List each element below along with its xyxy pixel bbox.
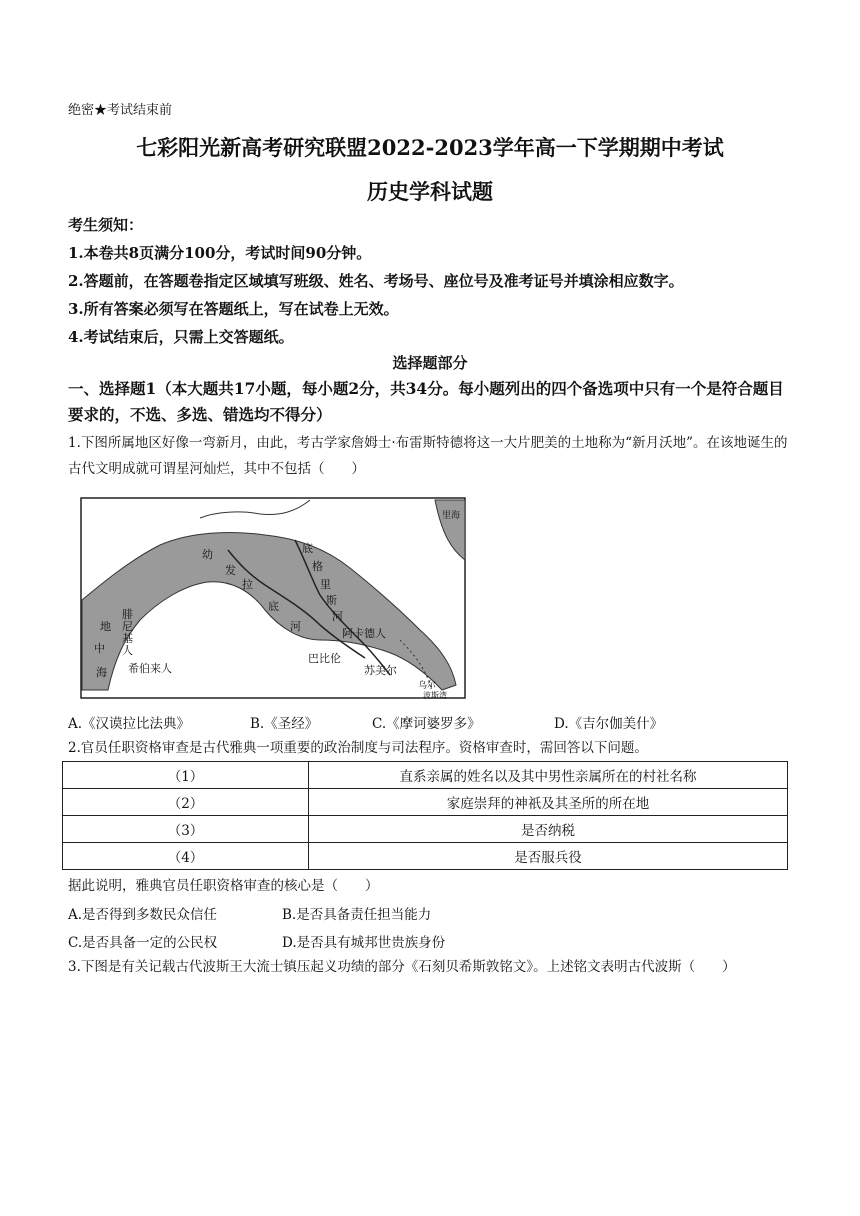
table-cell-content: 是否服兵役 bbox=[309, 843, 788, 870]
exam-title: 七彩阳光新高考研究联盟2022-2023学年高一下学期期中考试 bbox=[136, 135, 724, 160]
notice-item: 2.答题前，在答题卷指定区域填写班级、姓名、考场号、座位号及准考证号并填涂相应数字。 bbox=[68, 272, 684, 290]
q2-option-d: D.是否具有城邦世贵族身份 bbox=[282, 935, 446, 951]
map-label: 阿卡德人 bbox=[342, 627, 386, 640]
question-3-stem: 3.下图是有关记载古代波斯王大流士镇压起义功绩的部分《石刻贝希斯敦铭文》。上述铭文表明古代波斯（ ） bbox=[68, 959, 736, 975]
map-label: 尼 bbox=[122, 620, 133, 633]
table-row bbox=[63, 762, 788, 789]
map-label: 底 bbox=[302, 542, 313, 555]
q1-option-c: C.《摩诃婆罗多》 bbox=[372, 716, 481, 732]
map-label: 腓 bbox=[122, 608, 133, 621]
table-cell-content: 家庭崇拜的神祇及其圣所的所在地 bbox=[309, 789, 788, 816]
q2-option-a: A.是否得到多数民众信任 bbox=[68, 907, 218, 923]
notice-item: 1.本卷共8页满分100分，考试时间90分钟。 bbox=[68, 244, 372, 262]
map-label: 格 bbox=[312, 560, 323, 573]
map-label: 中 bbox=[94, 642, 105, 655]
map-label: 人 bbox=[122, 644, 133, 657]
notice-item: 4.考试结束后，只需上交答题纸。 bbox=[68, 328, 294, 346]
table-cell-no: （3） bbox=[63, 816, 309, 843]
map-label: 幼 bbox=[202, 548, 213, 561]
table-cell-no: （1） bbox=[63, 762, 309, 789]
table-cell-content: 是否纳税 bbox=[309, 816, 788, 843]
map-label: 里 bbox=[320, 578, 331, 591]
table-cell-content: 直系亲属的姓名以及其中男性亲属所在的村社名称 bbox=[309, 762, 788, 789]
map-label: 发 bbox=[225, 564, 236, 577]
table-cell-no: （2） bbox=[63, 789, 309, 816]
table-cell-no: （4） bbox=[63, 843, 309, 870]
notice-heading: 考生须知： bbox=[68, 216, 144, 234]
q2-option-b: B.是否具备责任担当能力 bbox=[282, 907, 432, 923]
notice-item: 3.所有答案必须写在答题纸上，写在试卷上无效。 bbox=[68, 300, 399, 318]
map-label: 波斯湾 bbox=[423, 691, 447, 700]
question-1-stem: 1.下图所属地区好像一弯新月，由此，考古学家詹姆士·布雷斯特德将这一大片肥美的土地称为“新月沃地”。在该地诞生的古代文明成就可谓星河灿烂，其中不包括（ ） bbox=[68, 435, 788, 477]
table-row bbox=[63, 816, 788, 843]
fertile-crescent-map bbox=[80, 490, 468, 700]
map-label: 底 bbox=[268, 600, 279, 613]
map-label: 巴比伦 bbox=[308, 652, 341, 665]
map-label: 斯 bbox=[326, 594, 337, 607]
subject-title: 历史学科试题 bbox=[367, 179, 493, 204]
secret-mark: 绝密★考试结束前 bbox=[68, 103, 173, 118]
table-row bbox=[63, 843, 788, 870]
section-title: 选择题部分 bbox=[392, 354, 468, 372]
map-label: 乌尔 bbox=[418, 681, 437, 691]
map-label: 希伯来人 bbox=[128, 662, 172, 675]
question-2-follow: 据此说明，雅典官员任职资格审查的核心是（ ） bbox=[68, 878, 379, 894]
map-label: 基 bbox=[122, 632, 133, 645]
map-label: 地 bbox=[100, 620, 111, 633]
part-heading: 一、选择题1（本大题共17小题，每小题2分，共34分。每小题列出的四个备选项中只有一个是符合题目要求的，不选、多选、错选均不得分） bbox=[68, 379, 784, 424]
map-label: 河 bbox=[332, 610, 343, 623]
q1-option-a: A.《汉谟拉比法典》 bbox=[68, 716, 191, 732]
table-row bbox=[63, 789, 788, 816]
q2-option-c: C.是否具备一定的公民权 bbox=[68, 935, 218, 951]
q1-option-d: D.《吉尔伽美什》 bbox=[554, 716, 664, 732]
q1-option-b: B.《圣经》 bbox=[250, 716, 319, 732]
map-label: 苏美尔 bbox=[364, 664, 397, 677]
map-label: 拉 bbox=[242, 578, 253, 591]
map-label: 河 bbox=[290, 620, 301, 633]
qualification-table bbox=[62, 761, 788, 870]
map-label: 海 bbox=[96, 666, 107, 679]
map-label: 里海 bbox=[442, 511, 461, 521]
question-2-stem: 2.官员任职资格审查是古代雅典一项重要的政治制度与司法程序。资格审查时，需回答以下问题。 bbox=[68, 740, 648, 756]
